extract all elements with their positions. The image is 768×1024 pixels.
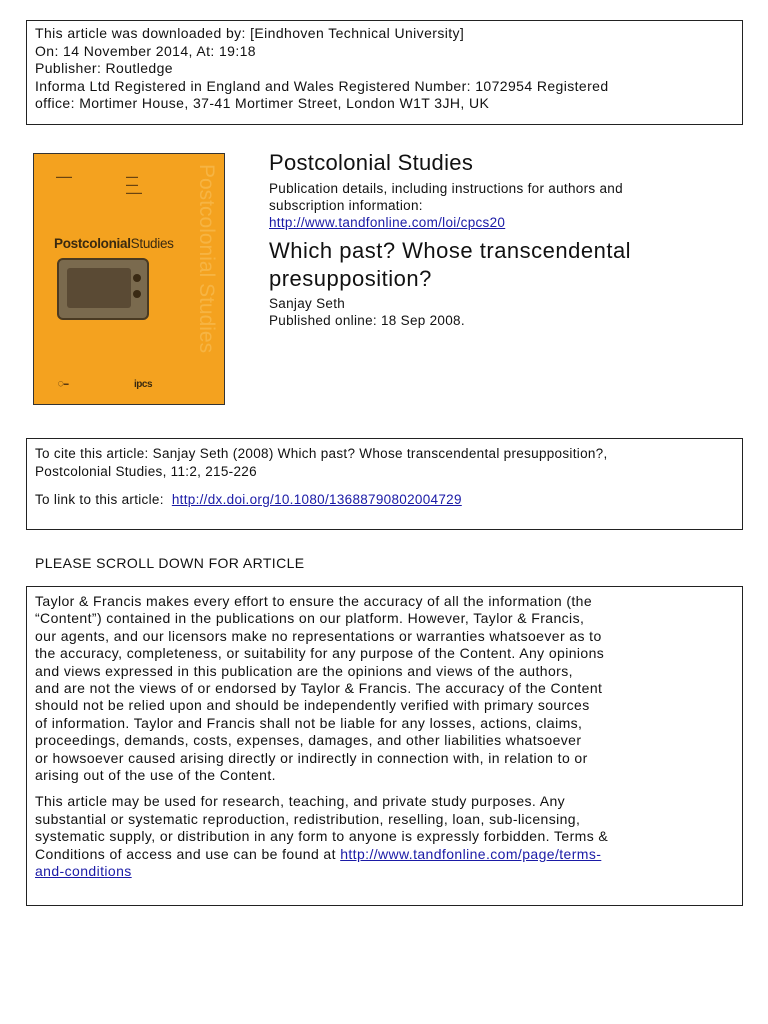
disclaimer-box xyxy=(26,586,743,906)
publication-details: subscription information: xyxy=(269,198,423,213)
citation-text: Postcolonial Studies, 11:2, 215-226 xyxy=(35,464,257,479)
download-line: office: Mortimer House, 37-41 Mortimer Street, London W1T 3JH, UK xyxy=(35,95,490,112)
publisher-logo-icon: ◯▬ xyxy=(58,381,69,387)
journal-title: Postcolonial Studies xyxy=(269,150,474,175)
citation-text: To cite this article: Sanjay Seth (2008) Which past? Whose transcendental presupposition?, xyxy=(35,446,608,461)
cover-tv-illustration xyxy=(57,258,149,320)
download-line: This article was downloaded by: [Eindhoven Technical University] xyxy=(35,25,465,41)
cover-title: PostcolonialStudies xyxy=(54,236,174,251)
citation-box xyxy=(26,438,743,530)
published-date: Published online: 18 Sep 2008. xyxy=(269,313,465,328)
link-row xyxy=(35,491,734,509)
cover-logo-text: ipcs xyxy=(134,379,153,390)
disclaimer-paragraph: This article may be used for research, teaching, and private study purposes. Any substantial or systematic reproduction, redistribution, reselling, loan, sub-licensing, systematic supply, or distribution in any form to anyone is expressly forbidden. Terms & Conditions of access and use can be found at http://www.tandfonline.com/page/terms- and-conditions xyxy=(35,793,609,880)
journal-cover-image: ▬▬▬▬ ▬▬▬ ▬▬▬ ▬▬▬▬ PostcolonialStudies Postcolonial Studies ◯▬ ipcs xyxy=(33,153,225,405)
terms-link-continued[interactable]: and-conditions xyxy=(35,863,132,880)
article-author: Sanjay Seth xyxy=(269,296,346,311)
journal-url-link[interactable]: http://www.tandfonline.com/loi/cpcs20 xyxy=(269,215,506,230)
link-label: To link to this article: xyxy=(35,492,164,507)
download-line: On: 14 November 2014, At: 19:18 xyxy=(35,42,256,59)
doi-link[interactable]: http://dx.doi.org/10.1080/13688790802004729 xyxy=(171,492,462,507)
article-title: Which past? Whose transcendental presupposition? xyxy=(269,238,632,291)
scroll-notice: PLEASE SCROLL DOWN FOR ARTICLE xyxy=(35,555,305,571)
download-line: Informa Ltd Registered in England and Wales Registered Number: 1072954 Registered xyxy=(35,77,609,94)
disclaimer-paragraph: Taylor & Francis makes every effort to ensure the accuracy of all the information (the “Content”) contained in the publications on our platform. However, Taylor & Francis, our agents, and our licensors make no representations or warranties whatsoever as to the accuracy, completeness, or suitability for any purpose of the Content. Any opinions and views expressed in this publication are the opinions and views of the authors, and are not the views of or endorsed by Taylor & Francis. The accuracy of the Content should not be relied upon and should be independently verified with primary sources of information. Taylor and Francis shall not be liable for any losses, actions, claims, proceedings, demands, costs, expenses, damages, and other liabilities whatsoever or howsoever caused arising directly or indirectly in connection with, in relation to or arising out of the use of the Content. xyxy=(35,593,605,784)
cover-vertical-title: Postcolonial Studies xyxy=(195,164,218,354)
journal-info xyxy=(269,150,739,329)
terms-link[interactable]: http://www.tandfonline.com/page/terms- xyxy=(340,845,602,862)
download-info-box xyxy=(26,20,743,125)
download-line: Publisher: Routledge xyxy=(35,60,173,77)
publication-details: Publication details, including instructions for authors and xyxy=(269,181,623,196)
